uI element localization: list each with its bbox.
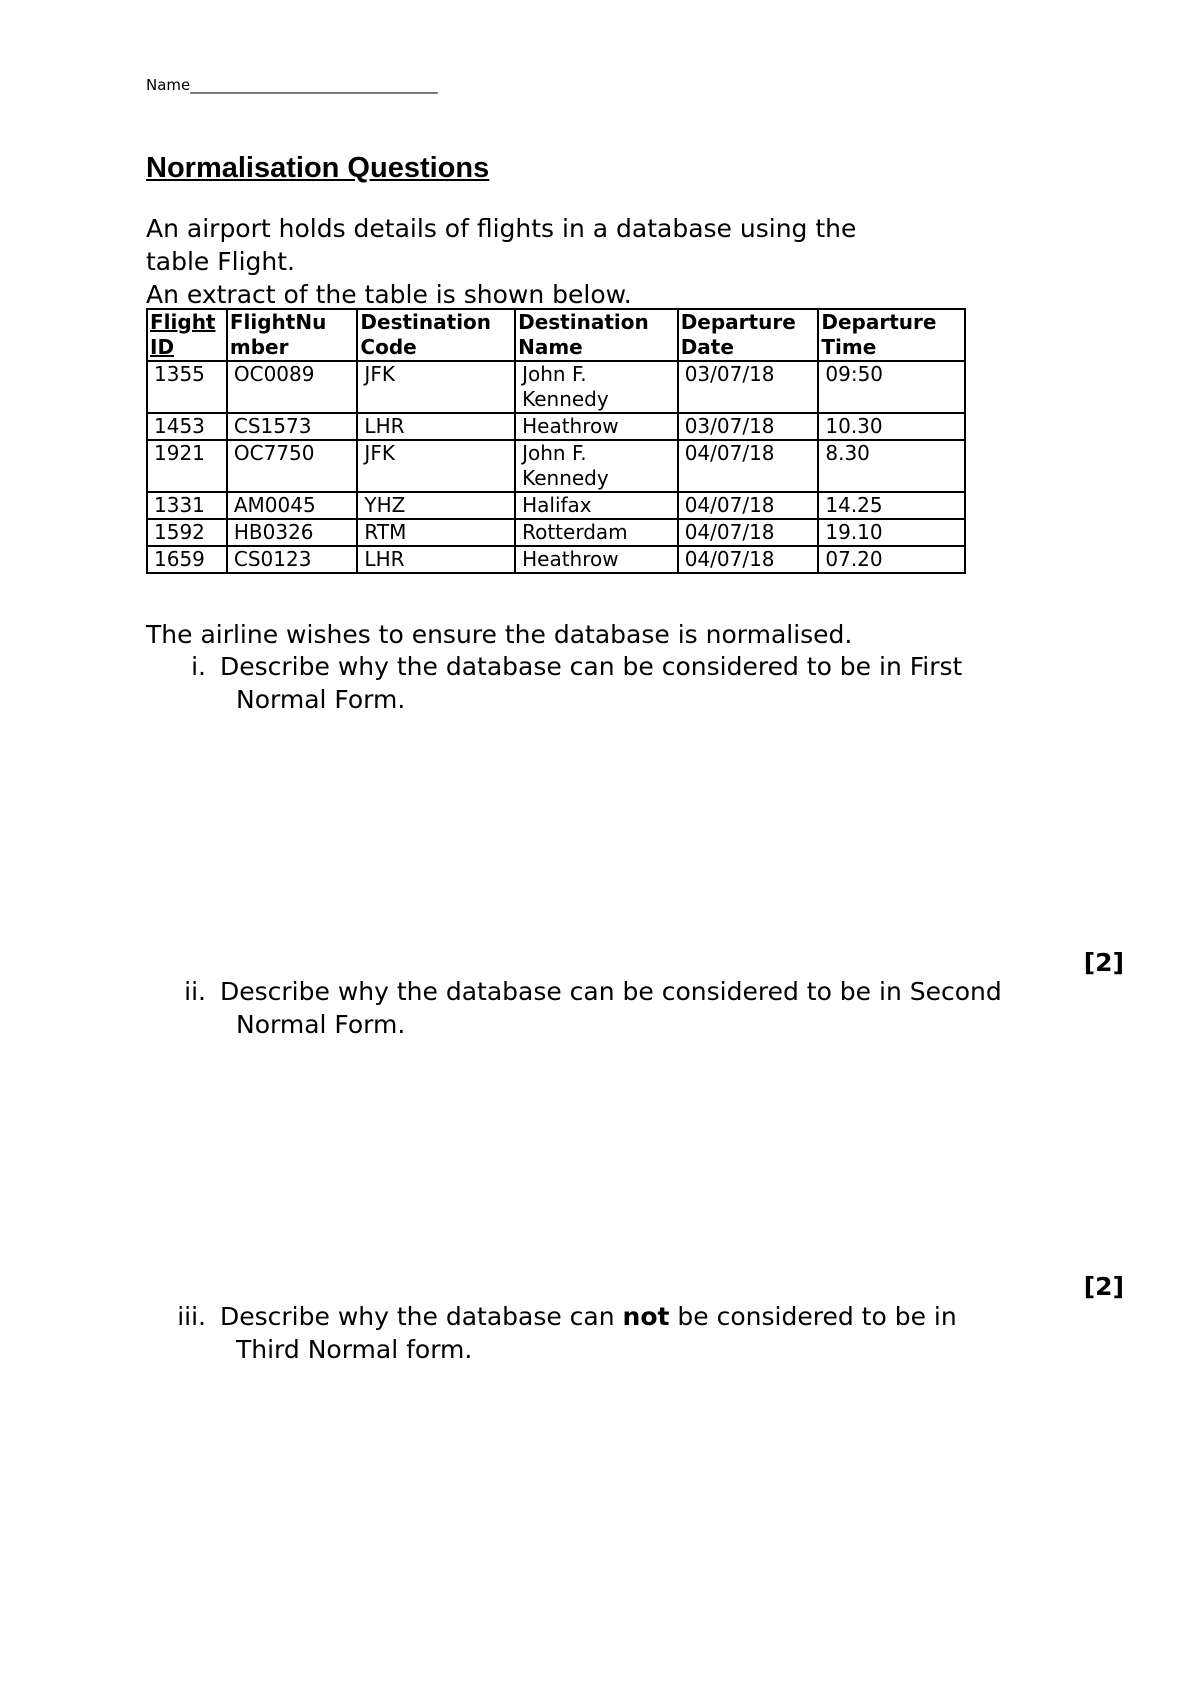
table-cell: LHR bbox=[357, 546, 515, 573]
intro-line: An extract of the table is shown below. bbox=[146, 280, 632, 309]
table-cell: 04/07/18 bbox=[678, 492, 819, 519]
table-cell: John F. Kennedy bbox=[515, 361, 678, 413]
column-header: Destination Name bbox=[515, 309, 678, 361]
table-cell: OC7750 bbox=[227, 440, 358, 492]
table-cell: 1453 bbox=[147, 413, 227, 440]
column-header: Departure Time bbox=[818, 309, 965, 361]
table-row bbox=[147, 546, 965, 573]
table-cell: Rotterdam bbox=[515, 519, 678, 546]
table-cell: YHZ bbox=[357, 492, 515, 519]
table-cell: Halifax bbox=[515, 492, 678, 519]
column-header: Departure Date bbox=[678, 309, 819, 361]
table-row bbox=[147, 440, 965, 492]
task-lead-sentence: The airline wishes to ensure the database is normalised. bbox=[146, 620, 853, 649]
table-row bbox=[147, 361, 965, 413]
question-number: iii. bbox=[177, 1302, 206, 1331]
table-row bbox=[147, 413, 965, 440]
table-cell: RTM bbox=[357, 519, 515, 546]
emphasis-not: not bbox=[622, 1302, 670, 1331]
intro-line: An airport holds details of flights in a database using the bbox=[146, 214, 857, 243]
table-row bbox=[147, 519, 965, 546]
table-cell: CS0123 bbox=[227, 546, 358, 573]
intro-paragraph bbox=[146, 212, 1046, 311]
question-text: Normal Form. bbox=[236, 1010, 406, 1039]
marks-label: [2] bbox=[1083, 948, 1124, 977]
page-title: Normalisation Questions bbox=[146, 152, 490, 184]
question-number: i. bbox=[191, 652, 206, 681]
question-text: Describe why the database can be considered to be in Second bbox=[220, 977, 1002, 1006]
column-header: Destination Code bbox=[357, 309, 515, 361]
table-cell: Heathrow bbox=[515, 546, 678, 573]
table-cell: 1659 bbox=[147, 546, 227, 573]
table-cell: LHR bbox=[357, 413, 515, 440]
table-header-row bbox=[147, 309, 965, 361]
table-cell: OC0089 bbox=[227, 361, 358, 413]
question-iii bbox=[146, 1300, 1146, 1370]
question-ii bbox=[146, 975, 1146, 1045]
question-number: ii. bbox=[184, 977, 206, 1006]
table-cell: 19.10 bbox=[818, 519, 965, 546]
table-cell: JFK bbox=[357, 361, 515, 413]
table-cell: Heathrow bbox=[515, 413, 678, 440]
table-cell: 1355 bbox=[147, 361, 227, 413]
table-cell: 1921 bbox=[147, 440, 227, 492]
table-cell: 04/07/18 bbox=[678, 546, 819, 573]
table-cell: 07.20 bbox=[818, 546, 965, 573]
column-header: Flight ID bbox=[147, 309, 227, 361]
table-cell: AM0045 bbox=[227, 492, 358, 519]
table-cell: 1331 bbox=[147, 492, 227, 519]
table-cell: 09:50 bbox=[818, 361, 965, 413]
table-cell: 04/07/18 bbox=[678, 440, 819, 492]
table-cell: 8.30 bbox=[818, 440, 965, 492]
column-header: FlightNu mber bbox=[227, 309, 358, 361]
flight-table bbox=[146, 308, 966, 574]
question-text: Normal Form. bbox=[236, 685, 406, 714]
table-cell: 03/07/18 bbox=[678, 361, 819, 413]
table-cell: JFK bbox=[357, 440, 515, 492]
table-cell: 14.25 bbox=[818, 492, 965, 519]
name-field-label: Name_________________________________ bbox=[146, 76, 438, 94]
question-text: Third Normal form. bbox=[236, 1335, 473, 1364]
table-cell: John F. Kennedy bbox=[515, 440, 678, 492]
table-cell: 03/07/18 bbox=[678, 413, 819, 440]
question-text: Describe why the database can be considered to be in First bbox=[220, 652, 963, 681]
table-cell: HB0326 bbox=[227, 519, 358, 546]
intro-line: table Flight. bbox=[146, 247, 295, 276]
table-row bbox=[147, 492, 965, 519]
marks-label: [2] bbox=[1083, 1272, 1124, 1301]
table-cell: 04/07/18 bbox=[678, 519, 819, 546]
table-cell: 10.30 bbox=[818, 413, 965, 440]
table-cell: CS1573 bbox=[227, 413, 358, 440]
question-i bbox=[146, 650, 1146, 720]
table-cell: 1592 bbox=[147, 519, 227, 546]
question-text: Describe why the database can not be considered to be in bbox=[220, 1302, 957, 1331]
